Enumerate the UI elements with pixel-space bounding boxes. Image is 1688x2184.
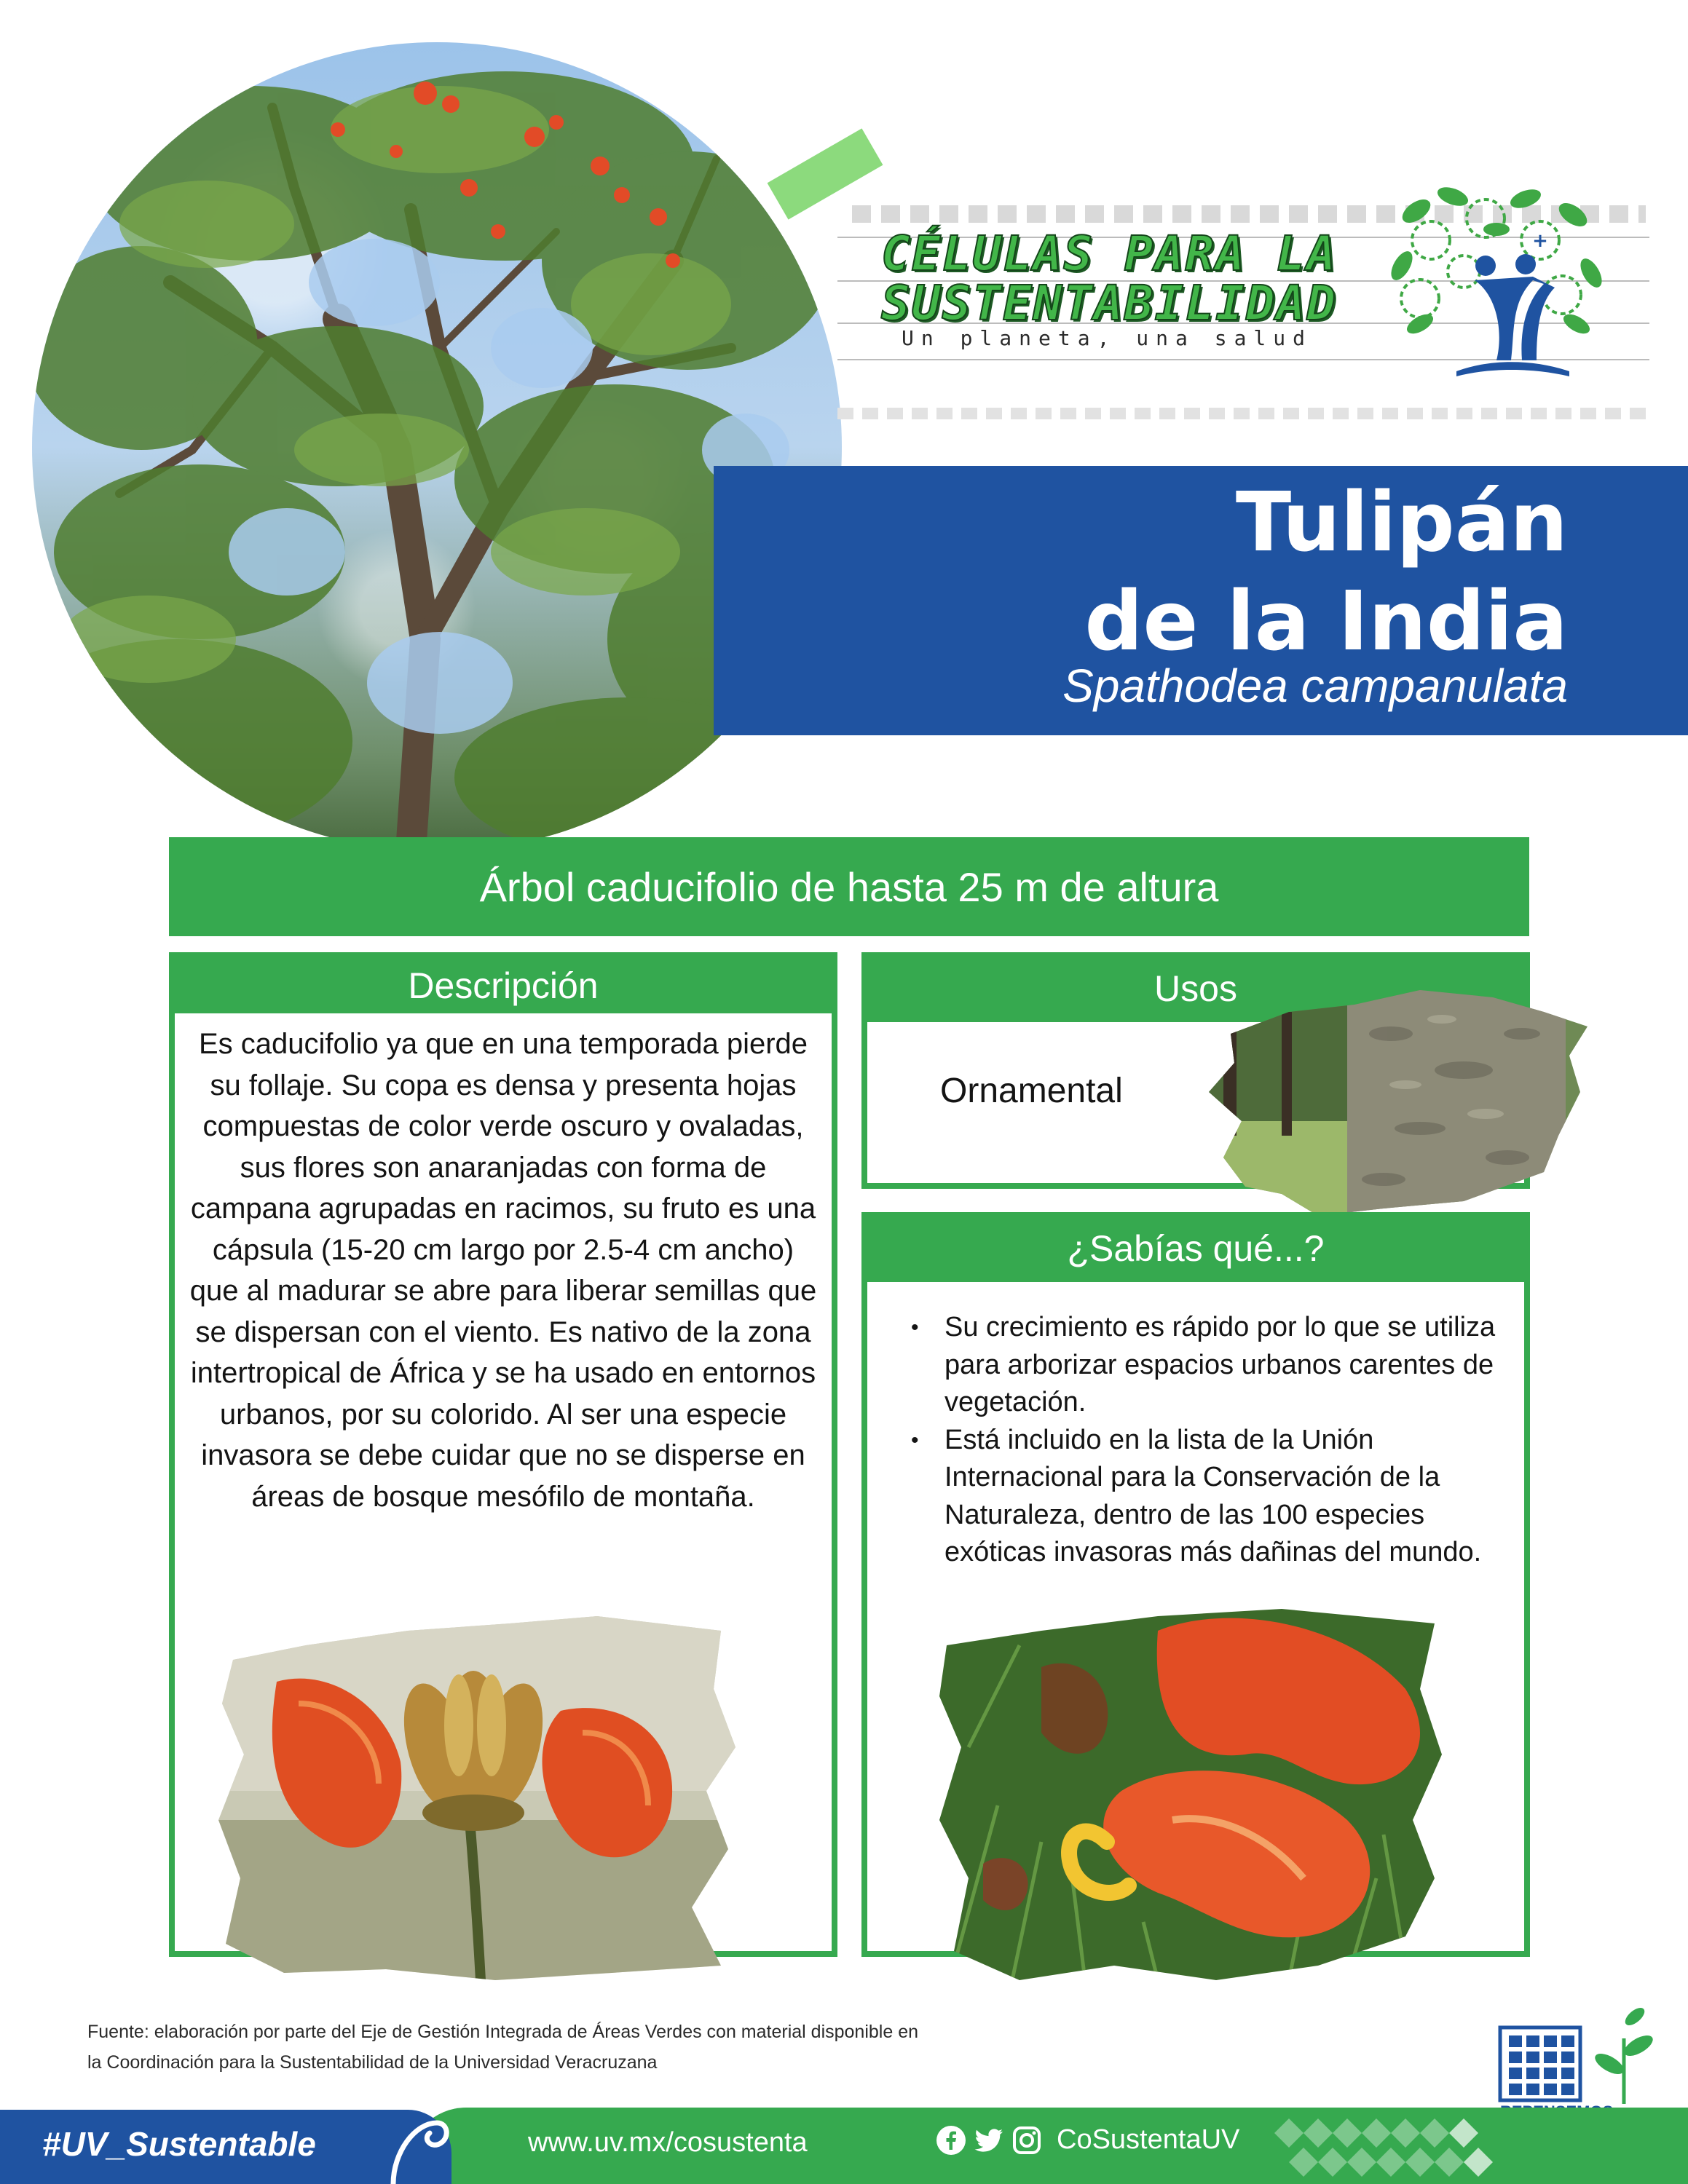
source-note: Fuente: elaboración por parte del Eje de Gestión Integrada de Áreas Verdes con material disponible en la Coordinación para la Sustentabilidad de la Universidad Veracruzana: [87, 2022, 919, 2073]
decorative-dashed-line: [837, 408, 1653, 419]
decorative-diamond-pattern: [1267, 2104, 1500, 2184]
footer-social: [936, 2124, 1239, 2156]
brand-title-line-2: SUSTENTABILIDAD: [881, 275, 1338, 331]
brand-title-line-1: CÉLULAS PARA LA: [881, 226, 1338, 282]
description-heading: Descripción: [175, 958, 832, 1013]
description-text: Es caducifolio ya que en una temporada pierde su follaje. Su copa es densa y presenta hojas compuestas de color verde oscuro y ovaladas, sus flores son anaranjadas con forma de campana agrupadas en racimos, su fruto es una cápsula (15-20 cm largo por 2.5-4 cm ancho) que al madurar se abre para liberar semillas que se dispersan con el viento. Es nativo de la zona intertropical de África y se ha usado en entornos urbanos, por su colorido. Al ser una especie invasora se debe cuidar que no se disperse en áreas de bosque mesófilo de montaña.: [189, 1028, 817, 1513]
uses-heading: Usos: [867, 958, 1524, 1022]
facts-list: [911, 1309, 1502, 1572]
summary-banner: [169, 837, 1529, 936]
footer-hashtag: #UV_Sustentable: [42, 2125, 316, 2163]
footer-social-handle[interactable]: CoSustentaUV: [1057, 2124, 1240, 2155]
footer-website-link[interactable]: www.uv.mx/cosustenta: [528, 2127, 808, 2158]
uses-text: Ornamental: [940, 1072, 1123, 1110]
summary-banner-text: Árbol caducifolio de hasta 25 m de altura: [479, 863, 1219, 910]
page-title-line-2: de la India: [1084, 574, 1568, 669]
fact-item: • Está incluido en la lista de la Unión Internacional para la Conservación de la Naturaleza, dentro de las 100 especies exóticas invasoras más dañinas del mundo.: [911, 1422, 1502, 1572]
instagram-icon[interactable]: [1011, 2125, 1042, 2156]
one-health-tree-icon: [1387, 186, 1606, 379]
scientific-name: Spathodea campanulata: [1062, 660, 1568, 712]
swirl-icon: [386, 2108, 451, 2184]
twitter-icon[interactable]: [974, 2125, 1004, 2156]
fallen-flower-photo: [939, 1602, 1442, 1987]
bark-photo: [1202, 990, 1588, 1216]
flower-bud-photo: [218, 1602, 743, 1980]
page-title: [1084, 473, 1568, 671]
brand-tagline: Un planeta, una salud: [902, 326, 1313, 350]
page-title-line-1: Tulipán: [1235, 475, 1568, 570]
svg-text:+: +: [1532, 230, 1548, 252]
facts-heading: ¿Sabías qué...?: [867, 1218, 1524, 1282]
fact-item: • Su crecimiento es rápido por lo que se utiliza para arborizar espacios urbanos carentes de vegetación.: [911, 1309, 1502, 1422]
facebook-icon[interactable]: [936, 2125, 966, 2156]
